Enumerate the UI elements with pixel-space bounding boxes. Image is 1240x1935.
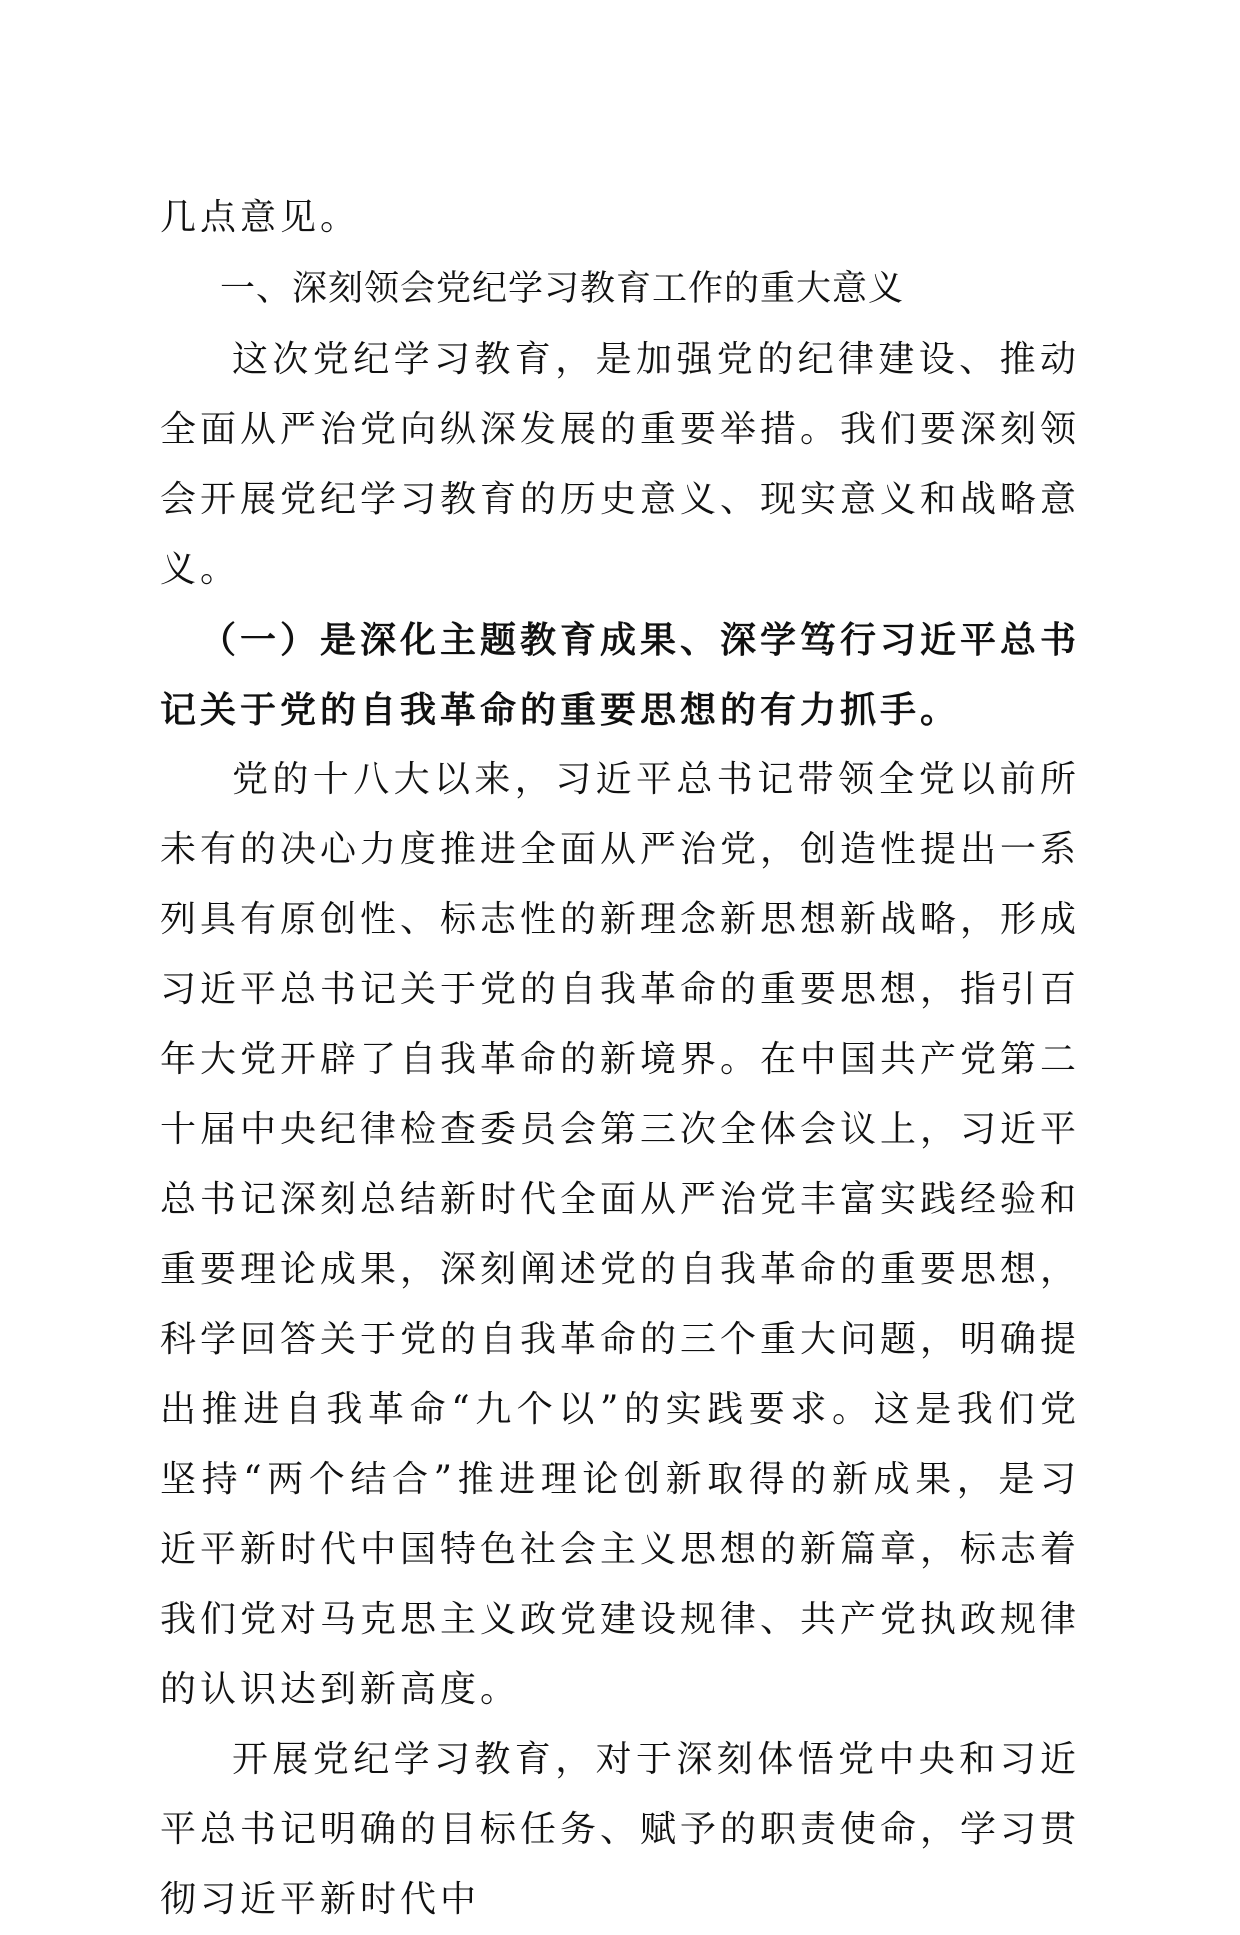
section-heading: 一、深刻领会党纪学习教育工作的重大意义 <box>220 269 905 309</box>
intro-paragraph: 这次党纪学习教育，是加强党的纪律建设、推动全面从严治党向纵深发展的重要举措。我们要深刻领会开展党纪学习教育的历史意义、现实意义和战略意义。 <box>160 339 1081 590</box>
continuation-text: 几点意见。 <box>160 197 361 238</box>
subheading: （一）是深化主题教育成果、深学笃行习近平总书记关于党的自我革命的重要思想的有力抓手。 <box>160 619 1081 731</box>
document-body <box>160 183 1080 1935</box>
body-paragraph-2: 开展党纪学习教育，对于深刻体悟党中央和习近平总书记明确的目标任务、赋予的职责使命，学习贯彻习近平新时代中 <box>160 1739 1081 1920</box>
body-paragraph-1: 党的十八大以来，习近平总书记带领全党以前所未有的决心力度推进全面从严治党，创造性提出一系列具有原创性、标志性的新理念新思想新战略，形成习近平总书记关于党的自我革命的重要思想，指引百年大党开辟了自我革命的新境界。在中国共产党第二十届中央纪律检查委员会第三次全体会议上，习近平总书记深刻总结新时代全面从严治党丰富实践经验和重要理论成果，深刻阐述党的自我革命的重要思想，科学回答关于党的自我革命的三个重大问题，明确提出推进自我革命“九个以”的实践要求。这是我们党坚持“两个结合”推进理论创新取得的新成果，是习近平新时代中国特色社会主义思想的新篇章，标志着我们党对马克思主义政党建设规律、共产党执政规律的认识达到新高度。 <box>160 759 1081 1710</box>
